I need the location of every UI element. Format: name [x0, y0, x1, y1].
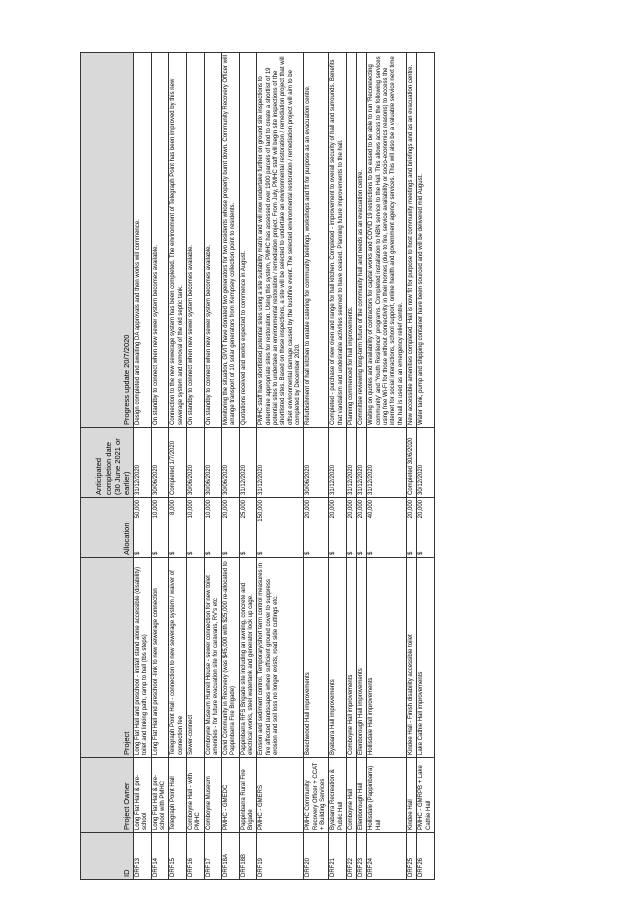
table-row — [304, 53, 329, 880]
cell-project: Pappinbarra RFS Brigade site including an awning, concrete and electrical works, steel watertank and generator lock up cage. — [239, 558, 257, 758]
cell-id: DRF24 — [367, 833, 407, 880]
cell-id: DRF18A — [222, 833, 240, 880]
cell-allocation — [239, 498, 257, 558]
cell-allocation — [367, 498, 407, 558]
cell-owner: Comboyne Museum — [204, 758, 222, 833]
table-row — [169, 53, 187, 880]
cell-project: Hollisdale Hall improvements — [367, 558, 407, 758]
cell-id: DRF19 — [257, 833, 304, 880]
cell-owner: Hollisdale (Pappinbarra) Hall — [367, 758, 407, 833]
cell-allocation — [151, 498, 169, 558]
cell-progress: Waiting on quotes and availability of contractors for capital works and COVID 19 restrictions to be eased to be able to run 'Reconnecting community' and 'Youth Resilience' programs. Completed installation to NBN service to the Hall. This allows access to the following services using free Wi-Fi for those without connectivity in their homes (due to fire, service availability or socio-economics reasons) to access the internet for social interactions, school support, online health and government agency services. This will also be a valuable service next time the hall is used as an emergency relief centre. — [367, 53, 407, 428]
allocation-value: 20,000 — [347, 500, 354, 519]
currency-symbol: $ — [223, 551, 230, 555]
currency-symbol: $ — [205, 551, 212, 555]
cell-owner: Long Flat Hall & pre-school with PMHC — [151, 758, 169, 833]
cell-allocation — [222, 498, 240, 558]
cell-allocation — [346, 498, 356, 558]
cell-owner: Comboyne Hall - with PMHC — [186, 758, 204, 833]
cell-id: DRF13 — [134, 833, 152, 880]
cell-project: Long Flat Hall and preschool - install stand alone accessible (disability) toilet and linking path, ramp to hall (tbs steps) — [134, 558, 152, 758]
rotated-page — [80, 53, 628, 880]
currency-symbol: $ — [330, 551, 337, 555]
allocation-value: 20,000 — [358, 500, 365, 519]
cell-project: Ellenborough Hall improvements — [357, 558, 367, 758]
table-row — [186, 53, 204, 880]
cell-allocation — [257, 498, 304, 558]
cell-progress: On standby to connect when new sewer system becomes available. — [151, 53, 169, 428]
project-table — [80, 52, 435, 880]
cell-progress: On standby to connect when new sewer system becomes available. — [204, 53, 222, 428]
cell-id: DRF23 — [357, 833, 367, 880]
header-row — [81, 53, 134, 880]
table-row — [151, 53, 169, 880]
cell-owner: Kindee Hall — [407, 758, 417, 833]
cell-project: Erosion and sediment control. Temporary/short term control measures in fire affected landscapes where sufficient ground cover to suppress erosion and soil loss no longer exists, road side cuttings etc. — [257, 558, 304, 758]
allocation-value: 8,000 — [170, 500, 177, 516]
cell-allocation — [169, 498, 187, 558]
header-progress: Progress update 20/7/2020 — [81, 53, 134, 428]
cell-project: Comboyne Hall improvements — [346, 558, 356, 758]
cell-owner: Ellenborough Hall — [357, 758, 367, 833]
cell-completion: 31/12/2020 — [257, 428, 304, 498]
cell-allocation — [304, 498, 329, 558]
cell-allocation — [357, 498, 367, 558]
cell-completion: 30/06/2020 — [186, 428, 204, 498]
cell-completion: 30/06/2020 — [222, 428, 240, 498]
cell-id: DRF22 — [346, 833, 356, 880]
cell-completion: Completed 30/6/2020 — [407, 428, 417, 498]
table-row — [239, 53, 257, 880]
currency-symbol: $ — [408, 551, 414, 555]
cell-owner: Pappinbarra Rural Fire Brigade — [239, 758, 257, 833]
cell-progress: Refurbishment of hall kitchen to enable catering for community briefings, workshops and fit for purpose as an evacuation centre. — [304, 53, 329, 428]
cell-completion: 30/06/2020 — [204, 428, 222, 498]
cell-id: DRF14 — [151, 833, 169, 880]
cell-id: DRF18B — [239, 833, 257, 880]
cell-completion: 31/12/2020 — [367, 428, 407, 498]
cell-completion: Completed 1/7/2020 — [169, 428, 187, 498]
allocation-value: 50,000 — [135, 500, 141, 519]
currency-symbol: $ — [152, 551, 159, 555]
allocation-value: 25,000 — [240, 500, 247, 519]
cell-progress: Connection to the new sewerage system has been completed. The environment of Telegraph Point has been improved by this new sewerage system and removal of the old septic tank. — [169, 53, 187, 428]
cell-project: Long Flat Hall and preschool -link to new sewerage connection — [151, 558, 169, 758]
allocation-value: 10,000 — [152, 500, 159, 519]
cell-progress: Water tank, pump and shipping container have been sourced and will be delivered mid August. — [417, 53, 435, 428]
header-owner: Project Owner — [81, 758, 134, 833]
cell-project: Comboyne Museum Hurrell House - sewer connection for new toilet amenities - for future evacuation site for caravans, RV's etc — [204, 558, 222, 758]
cell-owner: Comboyne Hall — [346, 758, 356, 833]
cell-id: DRF21 — [329, 833, 347, 880]
cell-id: DRF20 — [304, 833, 329, 880]
currency-symbol: $ — [258, 551, 265, 555]
header-id: ID — [81, 833, 134, 880]
cell-allocation — [204, 498, 222, 558]
cell-owner: PMHC - GMEDC — [222, 758, 240, 833]
table-row — [222, 53, 240, 880]
header-project: Project — [81, 558, 134, 758]
cell-project: Sewer-connect — [186, 558, 204, 758]
table-row — [257, 53, 304, 880]
cell-allocation — [329, 498, 347, 558]
allocation-value: 20,000 — [418, 500, 425, 519]
cell-completion: 31/12/2020 — [329, 428, 347, 498]
cell-id: DRF16 — [186, 833, 204, 880]
cell-completion: 31/12/2020 — [239, 428, 257, 498]
cell-completion: 30/12/2020 — [417, 428, 435, 498]
cell-project: Byabarra Hall improvements — [329, 558, 347, 758]
cell-owner: Long Flat Hall & pre-school — [134, 758, 152, 833]
cell-project: Covid Community in Recovery (was $45,000 with $25,000 re-allocated to Pappinbarra Fire Brigade) — [222, 558, 240, 758]
cell-progress: Design completed and awaiting DA approvals and then works will commence. — [134, 53, 152, 428]
cell-id: DRF17 — [204, 833, 222, 880]
cell-progress: Monitoring the situation. GIVIT have donated two generators for two residents whose property burnt down. Community Recovery Officer will arrange transport of 10 solar generators from Kempsey collection point to residents. — [222, 53, 240, 428]
cell-id: DRF15 — [169, 833, 187, 880]
currency-symbol: $ — [358, 551, 365, 555]
table-row — [346, 53, 356, 880]
cell-project: Lake Cathie Hall improvements — [417, 558, 435, 758]
cell-progress: Completed - purchase of new oven and range for hall kitchen. Completed - improvement to overall security of hall and surrounds. Benefits that vandalism and undesirable activities seemed to have ceased. Planning future improvements to the hall. — [329, 53, 347, 428]
currency-symbol: $ — [418, 551, 425, 555]
cell-project: Telegraph Point Hall - connection to new sewerage system / waiver of connection fee — [169, 558, 187, 758]
allocation-value: 10,000 — [205, 500, 212, 519]
cell-completion: 31/12/2020 — [134, 428, 152, 498]
cell-allocation — [407, 498, 417, 558]
currency-symbol: $ — [170, 551, 177, 555]
cell-project: Beechwood Hall improvements — [304, 558, 329, 758]
table-row — [417, 53, 435, 880]
allocation-value: 150,000 — [258, 500, 265, 522]
cell-progress: Committee reviewing long-term future of the community hall and needs as an evacuation centre. — [357, 53, 367, 428]
currency-symbol: $ — [135, 551, 141, 555]
cell-project: Kindee Hall - Finish disability accessible toilet — [407, 558, 417, 758]
table-row — [134, 53, 152, 880]
table-row — [367, 53, 407, 880]
table-row — [357, 53, 367, 880]
table-row — [407, 53, 417, 880]
table-body — [134, 53, 435, 880]
cell-completion: 30/06/2020 — [304, 428, 329, 498]
allocation-value: 20,000 — [330, 500, 337, 519]
allocation-value: 20,000 — [223, 500, 230, 519]
cell-progress: Quotations received and works expected to commence in August. — [239, 53, 257, 428]
currency-symbol: $ — [187, 551, 194, 555]
cell-completion: 30/06/2020 — [151, 428, 169, 498]
cell-progress: PMHC staff have shortlisted potential sites using a site suitability matrix and will now undertake further on ground site inspections to determine appropriate sites for restoration. Using this system, PMHC has assessed over 1900 parcels of land to create a shortlist of 19 potential sites to undertake an environmental restoration / remediation project. From July, PMHC staff will begin site inspections of the shortlisted sites. Based on these inspections, a site will be selected to undertake an environmental restoration / remediation project that will offset environmental damage caused by the bushfire event. The selected environmental restoration / remediation project will aim to be completed by December 2020. — [257, 53, 304, 428]
cell-progress: New accessible amenities completed. Hall is now fit for purpose to host community meetings and briefings and as an evacuation centre. — [407, 53, 417, 428]
allocation-value: 20,000 — [408, 500, 414, 519]
cell-owner: PMHC Community Recovery Officer + CCAT + Building Services — [304, 758, 329, 833]
header-completion: Anticipated completion date (30 June 2021 or earlier) — [81, 428, 134, 498]
cell-id: DRF25 — [407, 833, 417, 880]
cell-progress: On standby to connect when new sewer system becomes available. — [186, 53, 204, 428]
cell-id: DRF26 — [417, 833, 435, 880]
cell-owner: Byabarra Recreation & Public Hall — [329, 758, 347, 833]
cell-allocation — [417, 498, 435, 558]
cell-allocation — [186, 498, 204, 558]
cell-progress: Planning commenced for hall improvements. — [346, 53, 356, 428]
currency-symbol: $ — [347, 551, 354, 555]
table-row — [204, 53, 222, 880]
cell-owner: Telegraph Point Hall — [169, 758, 187, 833]
allocation-value: 10,000 — [187, 500, 194, 519]
cell-completion: 31/12/2020 — [346, 428, 356, 498]
currency-symbol: $ — [240, 551, 247, 555]
cell-owner: PMHC - GMRPB + Lake Cathie Hall — [417, 758, 435, 833]
cell-owner: PMHC - GMERS — [257, 758, 304, 833]
currency-symbol: $ — [368, 551, 375, 555]
cell-completion: 31/12/2020 — [357, 428, 367, 498]
allocation-value: 20,000 — [305, 500, 312, 519]
header-allocation: Allocation — [81, 498, 134, 558]
table-row — [329, 53, 347, 880]
allocation-value: 40,000 — [368, 500, 375, 519]
cell-allocation — [134, 498, 152, 558]
currency-symbol: $ — [305, 551, 312, 555]
